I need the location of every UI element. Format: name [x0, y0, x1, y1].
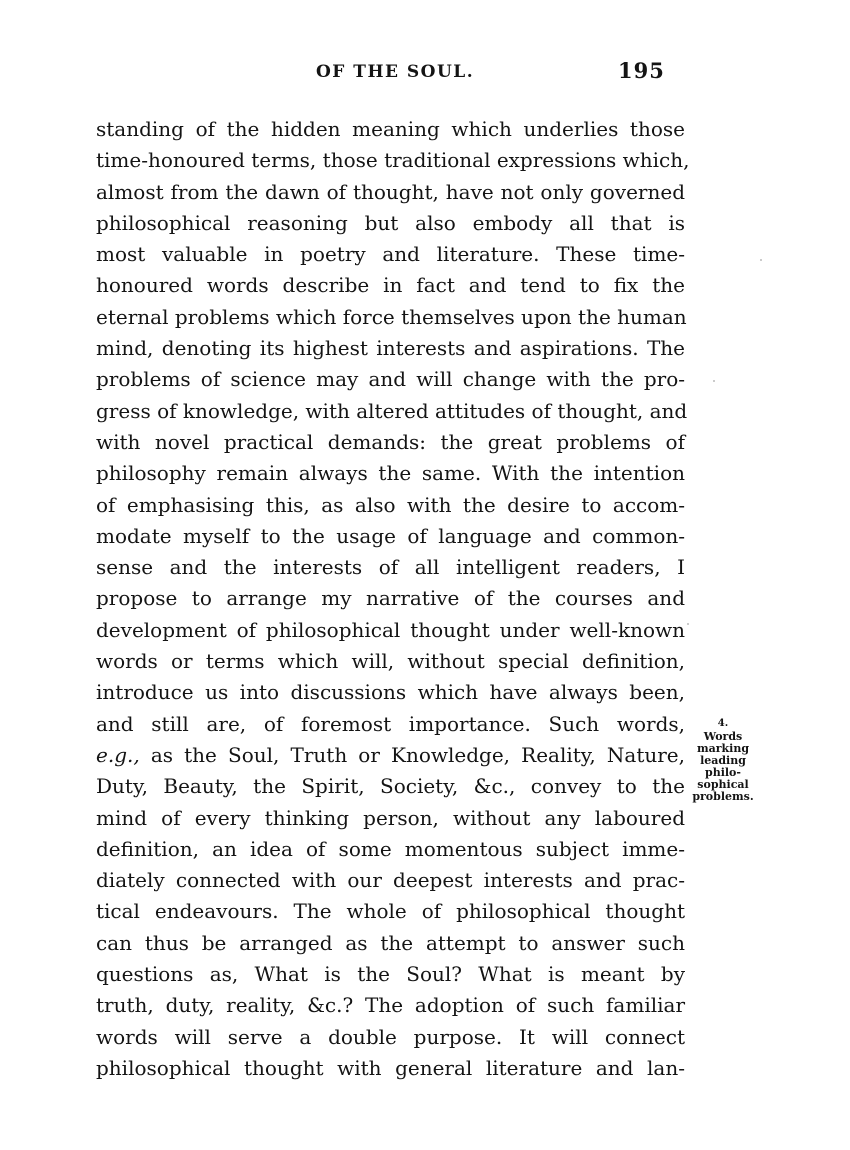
- paper-speck: [687, 623, 689, 625]
- text-line: words or terms which will, without special definition,: [96, 649, 685, 674]
- text-line: of emphasising this, as also with the desire to accom-: [96, 492, 685, 517]
- text-line: can thus be arranged as the attempt to answer such: [96, 930, 685, 955]
- marginal-note-line: philo-: [705, 766, 741, 779]
- text-line: and still are, of foremost importance. Such words,: [96, 711, 685, 736]
- text-line: tical endeavours. The whole of philosophical thought: [96, 899, 685, 924]
- marginal-note-line: leading: [700, 754, 746, 767]
- text-line: standing of the hidden meaning which underlies those: [96, 117, 685, 141]
- marginal-note-line: marking: [696, 742, 750, 755]
- text-line: with novel practical demands: the great problems of: [96, 429, 685, 454]
- text-line: mind of every thinking person, without any laboured: [96, 805, 685, 830]
- text-line: almost from the dawn of thought, have not only governed: [96, 179, 685, 204]
- text-line: time-honoured terms, those traditional expressions which,: [96, 148, 690, 173]
- marginal-note-line: Words: [703, 730, 743, 743]
- paper-speck: [713, 380, 715, 382]
- text-line: eternal problems which force themselves upon the human: [96, 304, 687, 329]
- text-line: words will serve a double purpose. It will connect: [96, 1024, 685, 1049]
- text-line: mind, denoting its highest interests and aspirations. The: [96, 336, 685, 361]
- marginal-note: [688, 718, 758, 803]
- text-line: development of philosophical thought under well-known: [96, 617, 685, 642]
- text-line: most valuable in poetry and literature. These time-: [96, 242, 685, 267]
- text-line: sense and the interests of all intelligent readers, I: [96, 555, 685, 580]
- italic-abbreviation: e.g.,: [96, 742, 140, 767]
- marginal-note-number: 4.: [717, 718, 729, 729]
- text-line: problems of science may and will change with the pro-: [96, 367, 685, 392]
- text-line: truth, duty, reality, &c.? The adoption of such familiar: [96, 993, 685, 1018]
- text-line: modate myself to the usage of language and common-: [96, 523, 685, 548]
- running-title: OF THE SOUL.: [316, 62, 475, 82]
- text-line: diately connected with our deepest interests and prac-: [96, 868, 685, 893]
- text-line: Duty, Beauty, the Spirit, Society, &c., convey to the: [96, 774, 685, 799]
- text-line: definition, an idea of some momentous subject imme-: [96, 836, 685, 861]
- page-number: 195: [618, 58, 665, 83]
- text-line-with-italic: [96, 740, 685, 771]
- marginal-note-line: problems.: [692, 790, 754, 803]
- marginal-note-line: sophical: [697, 778, 749, 791]
- text-line: honoured words describe in fact and tend to fix the: [96, 273, 685, 298]
- text-line: introduce us into discussions which have always been,: [96, 680, 685, 705]
- text-line: philosophy remain always the same. With the intention: [96, 461, 685, 486]
- text-line: philosophical reasoning but also embody all that is: [96, 210, 685, 235]
- text-line: questions as, What is the Soul? What is meant by: [96, 962, 685, 987]
- paper-speck: [760, 259, 762, 261]
- body-text: [96, 114, 690, 1084]
- text-line: philosophical thought with general literature and lan-: [96, 1055, 685, 1080]
- text-line: gress of knowledge, with altered attitudes of thought, and: [96, 398, 688, 423]
- text-line: propose to arrange my narrative of the courses and: [96, 586, 685, 611]
- text-line-rest: as the Soul, Truth or Knowledge, Reality, Nature,: [150, 742, 685, 767]
